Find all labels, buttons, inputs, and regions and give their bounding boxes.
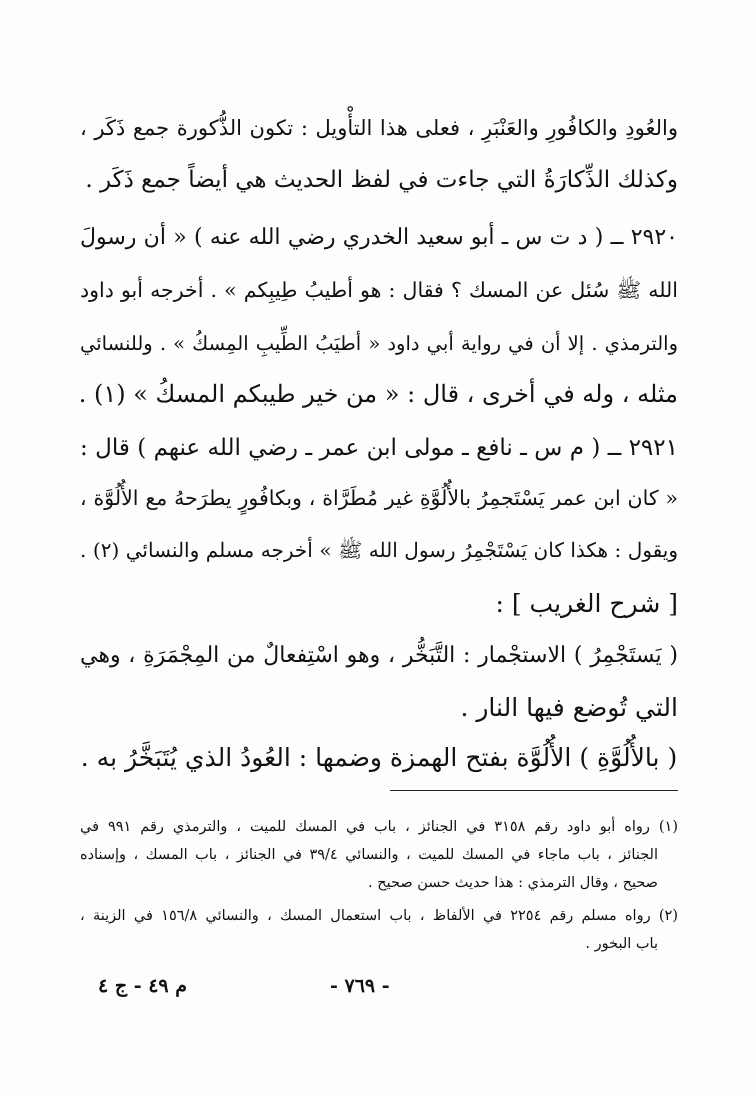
gloss-section-title: [ شرح الغريب ] : — [495, 589, 678, 618]
hadith-2920-heading: ٢٩٢٠ ــ ( د ت س ـ أبو سعيد الخدري رضي الله عنه ) « أن رسولَ — [80, 225, 678, 250]
text-line-4: الله ﷺ سُئل عن المسك ؟ فقال : هو أطيبُ طِيبِكم » . أخرجه أبو داود — [80, 278, 678, 302]
text-line-11: ( يَستَجْمِرُ ) الاستجْمار : التَّبَخُّر ، وهو اسْتِفعالٌ من المِجْمَرَةِ ، وهي — [80, 643, 678, 668]
hadith-2921-heading: ٢٩٢١ ــ ( م س ـ نافع ـ مولى ابن عمر ـ رضي الله عنهم ) قال : — [80, 435, 678, 461]
text-line-9: ويقول : هكذا كان يَسْتَجْمِرُ رسول الله ﷺ » أخرجه مسلم والنسائي (٢) . — [80, 538, 678, 562]
text-line-5: والترمذي . إلا أن في رواية أبي داود « أطيَبُ الطِّيبِ المِسكُ » . وللنسائي — [80, 332, 678, 355]
text-line-8: « كان ابن عمر يَسْتَجمِرُ بالأُلُوَّةِ غير مُطَرَّاة ، وبكافُورٍ يطرَحهُ مع الأُلُوَّة ، — [80, 486, 678, 510]
footnote-divider — [390, 790, 678, 791]
footnote-1-line-3: صحيح ، وقال الترمذي : هذا حديث حسن صحيح . — [368, 875, 658, 891]
page-number: - ٧٦٩ - — [330, 975, 390, 997]
text-line-1: والعُودِ والكافُورِ والعَنْبَرِ ، فعلى هذا التأْويل : تكون الذُّكورة جمع ذَكَر ، — [80, 116, 678, 140]
text-line-12: التي تُوضع فيها النار . — [460, 693, 678, 722]
text-line-13: ( بالأُلُوَّةِ ) الأُلُوَّة بفتح الهمزة وضمها : العُودُ الذي يُتَبَخَّرُ به . — [80, 743, 678, 772]
text-line-2: وكذلك الذِّكارَةُ التي جاءت في لفظ الحديث هي أيضاً جمع ذَكَر . — [85, 167, 678, 193]
footnote-1-line-1: (١) رواه أبو داود رقم ٣١٥٨ في الجنائز ، باب في المسك للميت ، والترمذي رقم ٩٩١ في — [80, 819, 678, 835]
footnote-2-line-2: باب البخور . — [585, 936, 658, 952]
footnote-2-line-1: (٢) رواه مسلم رقم ٢٢٥٤ في الألفاظ ، باب استعمال المسك ، والنسائي ١٥٦/٨ في الزينة ، — [80, 908, 678, 924]
footnote-1-line-2: الجنائز ، باب ماجاء في المسك للميت ، والنسائي ٣٩/٤ في الجنائز ، باب المسك ، وإسناده — [80, 847, 658, 863]
text-line-6: مثله ، وله في أخرى ، قال : « من خير طيبكم المسكُ » (١) . — [78, 380, 678, 408]
volume-mark: م ٤٩ - ج ٤ — [98, 975, 188, 997]
